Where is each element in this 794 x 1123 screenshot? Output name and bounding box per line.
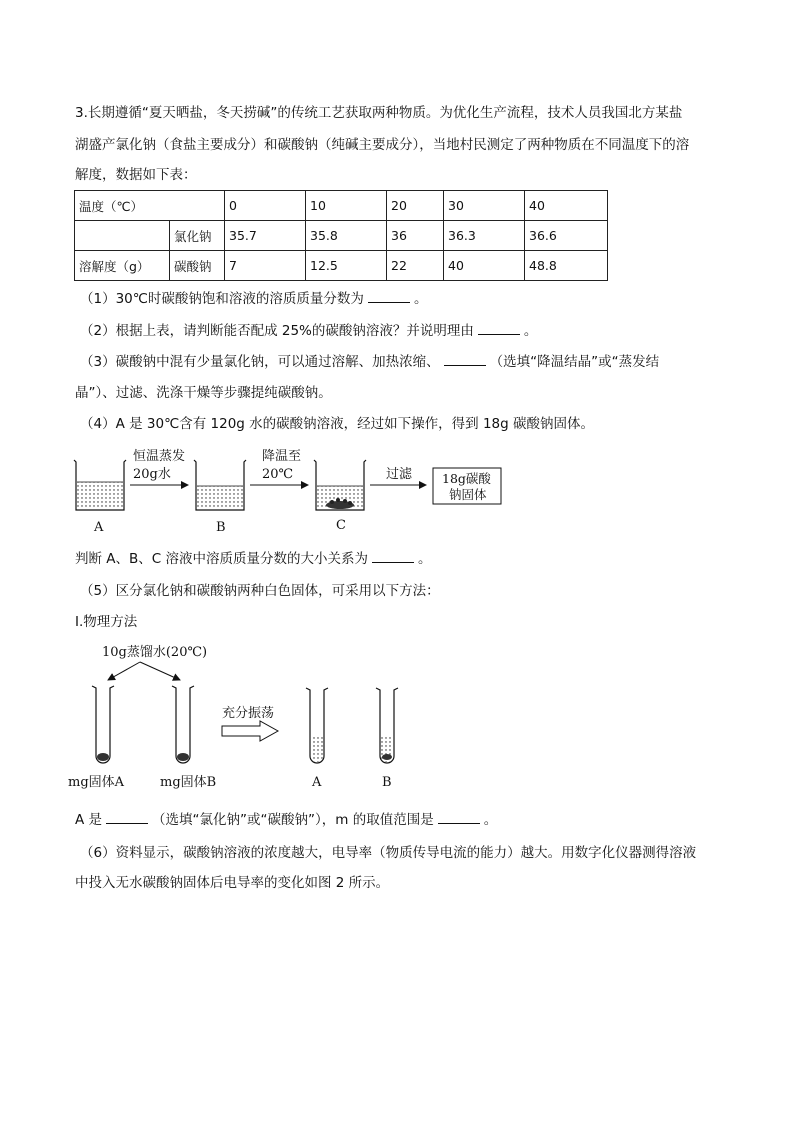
- temp-cell: 40: [525, 191, 608, 221]
- empty-cell: [75, 221, 170, 251]
- test-tube-result-b-icon: [376, 688, 398, 763]
- value-cell: 36.3: [444, 221, 525, 251]
- part5: （5）区分氯化钠和碳酸钠两种白色固体，可采用以下方法：: [80, 583, 440, 599]
- result-line2: 钠固体: [449, 487, 487, 502]
- label-c: C: [336, 518, 346, 533]
- temp-cell: 30: [444, 191, 525, 221]
- answer-blank[interactable]: [368, 290, 410, 303]
- question-intro-line2: 湖盛产氯化钠（食盐主要成分）和碳酸钠（纯碱主要成分），当地村民测定了两种物质在不同温度下的溶: [75, 137, 690, 153]
- part5-method: Ⅰ.物理方法: [75, 614, 138, 630]
- value-cell: 7: [225, 251, 306, 281]
- value-cell: 36: [387, 221, 444, 251]
- step2-top: 降温至: [262, 449, 302, 464]
- part1: （1）30℃时碳酸钠饱和溶液的溶质质量分数为 。: [80, 291, 428, 307]
- part6-line2: 中投入无水碳酸钠固体后电导率的变化如图 2 所示。: [75, 875, 390, 891]
- label-a: A: [94, 520, 104, 535]
- beaker-c-icon: [314, 460, 366, 510]
- solid-b-label: mg固体B: [160, 775, 217, 790]
- answer-blank[interactable]: [106, 811, 148, 824]
- part4-judge: 判断 A、B、C 溶液中溶质质量分数的大小关系为 。: [75, 551, 432, 567]
- test-tube-result-a-icon: [306, 688, 328, 763]
- step1-top: 恒温蒸发: [133, 449, 186, 464]
- temp-cell: 10: [306, 191, 387, 221]
- temp-cell: 0: [225, 191, 306, 221]
- part3: （3）碳酸钠中混有少量氯化钠，可以通过溶解、加热浓缩、 （选填“降温结晶”或“蒸发结: [80, 354, 660, 370]
- label-b: B: [216, 520, 226, 535]
- value-cell: 35.7: [225, 221, 306, 251]
- arrow-icon: [140, 662, 180, 680]
- temp-header: 温度（℃）: [75, 191, 225, 221]
- value-cell: 35.8: [306, 221, 387, 251]
- value-cell: 36.6: [525, 221, 608, 251]
- solubility-table: [74, 190, 608, 281]
- result-a-label: A: [312, 775, 322, 790]
- step2-bottom: 20℃: [262, 467, 294, 482]
- water-label: 10g蒸馏水(20℃): [102, 645, 208, 660]
- test-tube-b-icon: [172, 686, 194, 763]
- substance-cell: 碳酸钠: [170, 251, 225, 281]
- beaker-a-icon: [74, 460, 126, 510]
- table-row-nacl: [75, 221, 608, 251]
- test-tube-a-icon: [92, 686, 114, 763]
- value-cell: 48.8: [525, 251, 608, 281]
- value-cell: 40: [444, 251, 525, 281]
- answer-blank[interactable]: [444, 353, 486, 366]
- part2: （2）根据上表，请判断能否配成 25%的碳酸钠溶液？并说明理由 。: [80, 323, 538, 339]
- table-row-temperature: [75, 191, 608, 221]
- substance-cell: 氯化钠: [170, 221, 225, 251]
- shake-label: 充分振荡: [222, 706, 275, 721]
- block-arrow-icon: [222, 721, 278, 741]
- step3: 过滤: [386, 467, 413, 482]
- solubility-header: 溶解度（g）: [75, 251, 170, 281]
- evaporation-diagram: [60, 440, 520, 540]
- table-row-na2co3: [75, 251, 608, 281]
- result-b-label: B: [382, 775, 392, 790]
- part5-answer: A 是 （选填“氯化钠”或“碳酸钠”），m 的取值范围是 。: [75, 812, 498, 828]
- value-cell: 12.5: [306, 251, 387, 281]
- step1-bottom: 20g水: [133, 467, 171, 482]
- question-intro-line3: 解度，数据如下表：: [75, 167, 197, 183]
- test-tube-diagram: [60, 640, 420, 800]
- result-line1: 18g碳酸: [442, 471, 491, 486]
- answer-blank[interactable]: [372, 550, 414, 563]
- part4: （4）A 是 30℃含有 120g 水的碳酸钠溶液，经过如下操作，得到 18g 碳酸钠固体。: [80, 416, 594, 432]
- value-cell: 22: [387, 251, 444, 281]
- answer-blank[interactable]: [438, 811, 480, 824]
- solid-a-label: mg固体A: [68, 775, 125, 790]
- arrow-icon: [108, 662, 140, 680]
- beaker-b-icon: [194, 460, 246, 510]
- temp-cell: 20: [387, 191, 444, 221]
- part3-cont: 晶”）、过滤、洗涤干燥等步骤提纯碳酸钠。: [75, 385, 332, 401]
- part6-line1: （6）资料显示，碳酸钠溶液的浓度越大，电导率（物质传导电流的能力）越大。用数字化仪器测得溶液: [80, 845, 697, 861]
- question-intro-line1: 3.长期遵循“夏天晒盐，冬天捞碱”的传统工艺获取两种物质。为优化生产流程，技术人员我国北方某盐: [75, 105, 683, 121]
- answer-blank[interactable]: [478, 322, 520, 335]
